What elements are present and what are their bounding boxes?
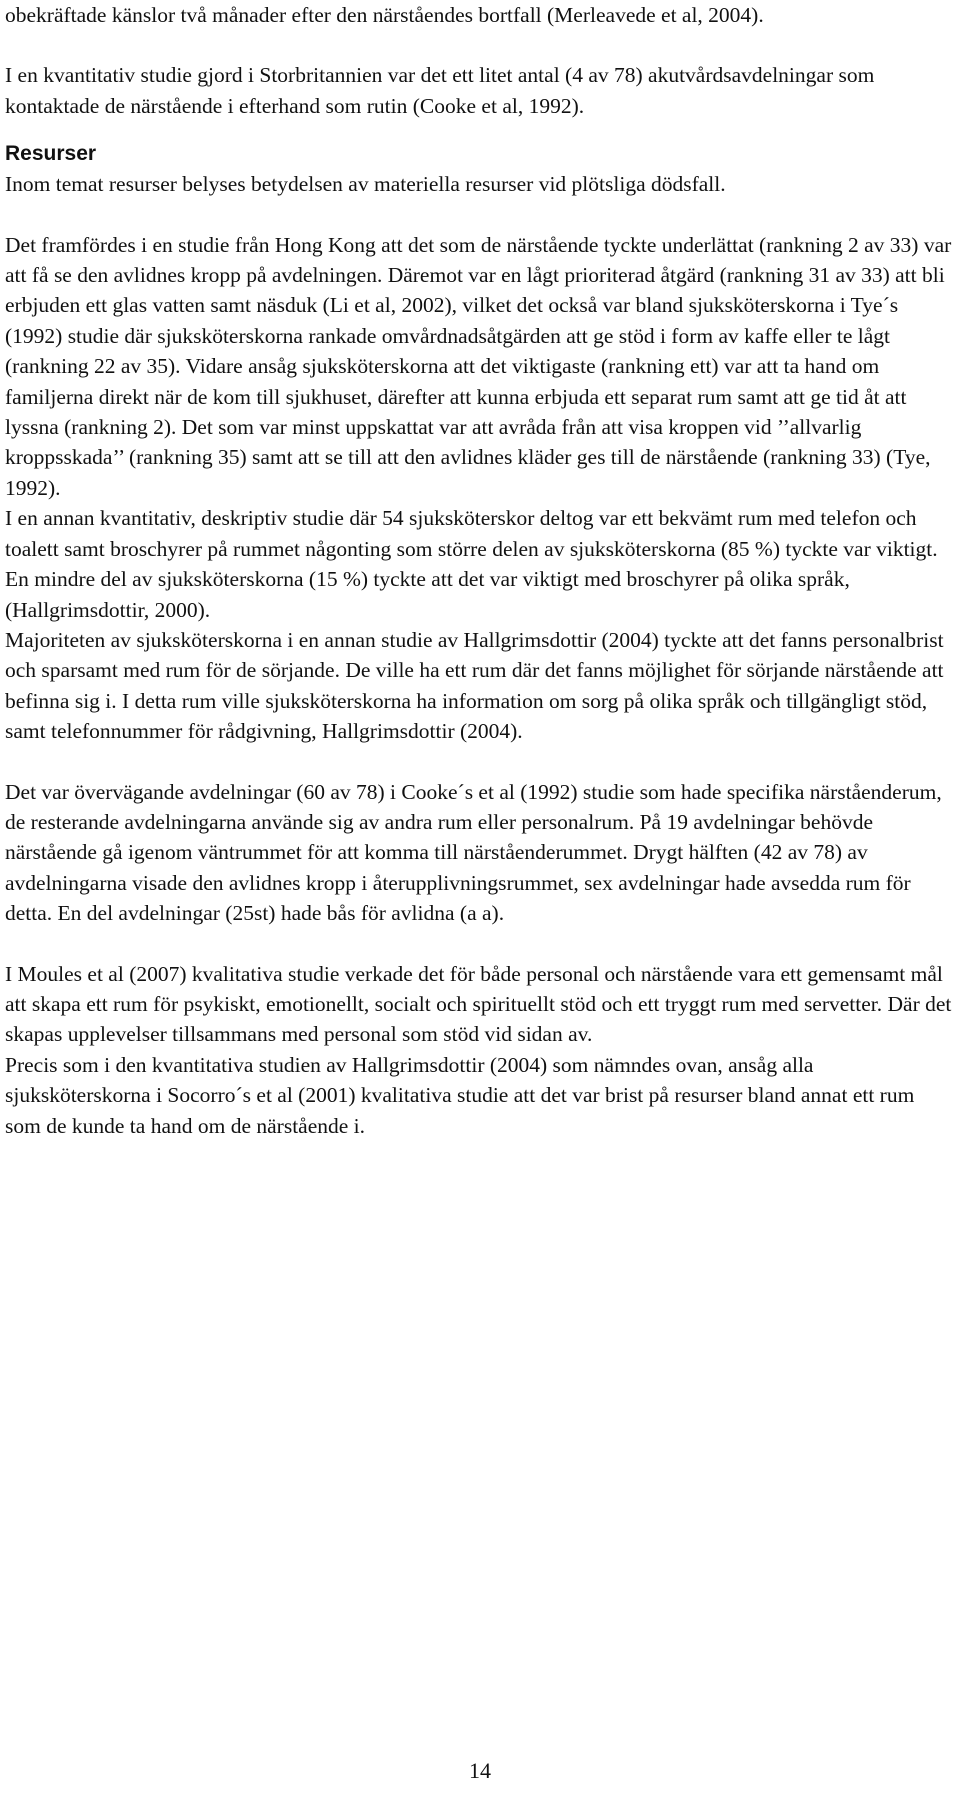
paragraph-resources-intro: Inom temat resurser belyses betydelsen av materiella resurser vid plötsliga dödsfall. bbox=[5, 172, 726, 197]
paragraph-spacer bbox=[5, 929, 955, 959]
paragraph-moules-study: I Moules et al (2007) kvalitativa studie verkade det för både personal och närstående vara ett gemensamt mål att skapa ett rum för psykiskt, emotionellt, socialt och spirituellt stöd och ett tryggt rum med servetter. Där det skapas upplevelser tillsammans med personal som stöd vid sidan av. bbox=[5, 961, 952, 1047]
paragraph-hong-kong-study: Det framfördes i en studie från Hong Kong att det som de närstående tyckte underlättat (rankning 2 av 33) var att få se den avlidnes kropp på avdelningen. Däremot var en lågt prioriterad åtgärd (rankning 31 av 33) att bli erbjuden ett glas vatten samt näsduk (Li et al, 2002), vilket det också var bland sjuksköterskorna i Tye´s (1992) studie där sjuksköterskorna rankade omvårdnadsåtgärden att ge stöd i form av kaffe eller te lågt (rankning 22 av 35). Vidare ansåg sjuksköterskorna att det viktigaste (rankning ett) var att ta hand om familjerna direkt när de kom till sjukhuset, därefter att kunna erbjuda ett separat rum samt att ge tid åt att lyssna (rankning 2). Det som var minst uppskattat var att avråda från att visa kroppen vid ’’allvarlig kroppsskada’’ (rankning 35) samt att se till att den avlidnes kläder ges till de närstående (rankning 33) (Tye, 1992). bbox=[5, 232, 952, 500]
paragraph-spacer bbox=[5, 200, 955, 230]
paragraph-cooke-study: I en kvantitativ studie gjord i Storbritannien var det ett litet antal (4 av 78) akutvårdsavdelningar som kontaktade de närstående i efterhand som rutin (Cooke et al, 1992). bbox=[5, 63, 875, 118]
section-heading: Resurser bbox=[5, 142, 97, 166]
page-number: 14 bbox=[469, 1758, 491, 1783]
paragraph-socorro-study: Precis som i den kvantitativa studien av Hallgrimsdottir (2004) som nämndes ovan, ansåg alla sjuksköterskorna i Socorro´s et al (2001) kvalitativa studie att det var brist på resurser bland annat ett rum som de kunde ta hand om de närstående i. bbox=[5, 1052, 915, 1138]
paragraph-hallgrimsdottir-2000: I en annan kvantitativ, deskriptiv studie där 54 sjuksköterskor deltog var ett bekvämt rum med telefon och toalett samt broschyrer på rummet någonting som större delen av sjuksköterskorna (85 %) tyckte var viktigt. En mindre del av sjuksköterskorna (15 %) tyckte att det var viktigt med broschyrer på olika språk, (Hallgrimsdottir, 2000). bbox=[5, 506, 938, 622]
paragraph-spacer bbox=[5, 747, 955, 777]
paragraph-continuation: obekräftade känslor två månader efter den närståendes bortfall (Merleavede et al, 2004). bbox=[5, 3, 764, 27]
paragraph-hallgrimsdottir-2004: Majoriteten av sjuksköterskorna i en annan studie av Hallgrimsdottir (2004) tyckte att det fanns personalbrist och sparsamt med rum för de sörjande. De ville ha ett rum där det fanns möjlighet för sörjande närstående att befinna sig i. I detta rum ville sjuksköterskorna ha information om sorg på olika språk och tillgängligt stöd, samt telefonnummer för rådgivning, Hallgrimsdottir (2004). bbox=[5, 627, 944, 744]
paragraph-spacer bbox=[5, 30, 955, 60]
paragraph-cooke-rooms: Det var övervägande avdelningar (60 av 78) i Cooke´s et al (1992) studie som hade specifika närståenderum, de resterande avdelningarna använde sig av andra rum eller personalrum. På 19 avdelningar behövde närstående gå igenom väntrummet för att komma till närståenderummet. Drygt hälften (42 av 78) av avdelningarna visade den avlidnes kropp i återupplivningsrummet, sex avdelningar hade avsedda rum för detta. En del avdelningar (25st) hade bås för avlidna (a a). bbox=[5, 779, 942, 926]
document-page bbox=[5, 0, 955, 1141]
